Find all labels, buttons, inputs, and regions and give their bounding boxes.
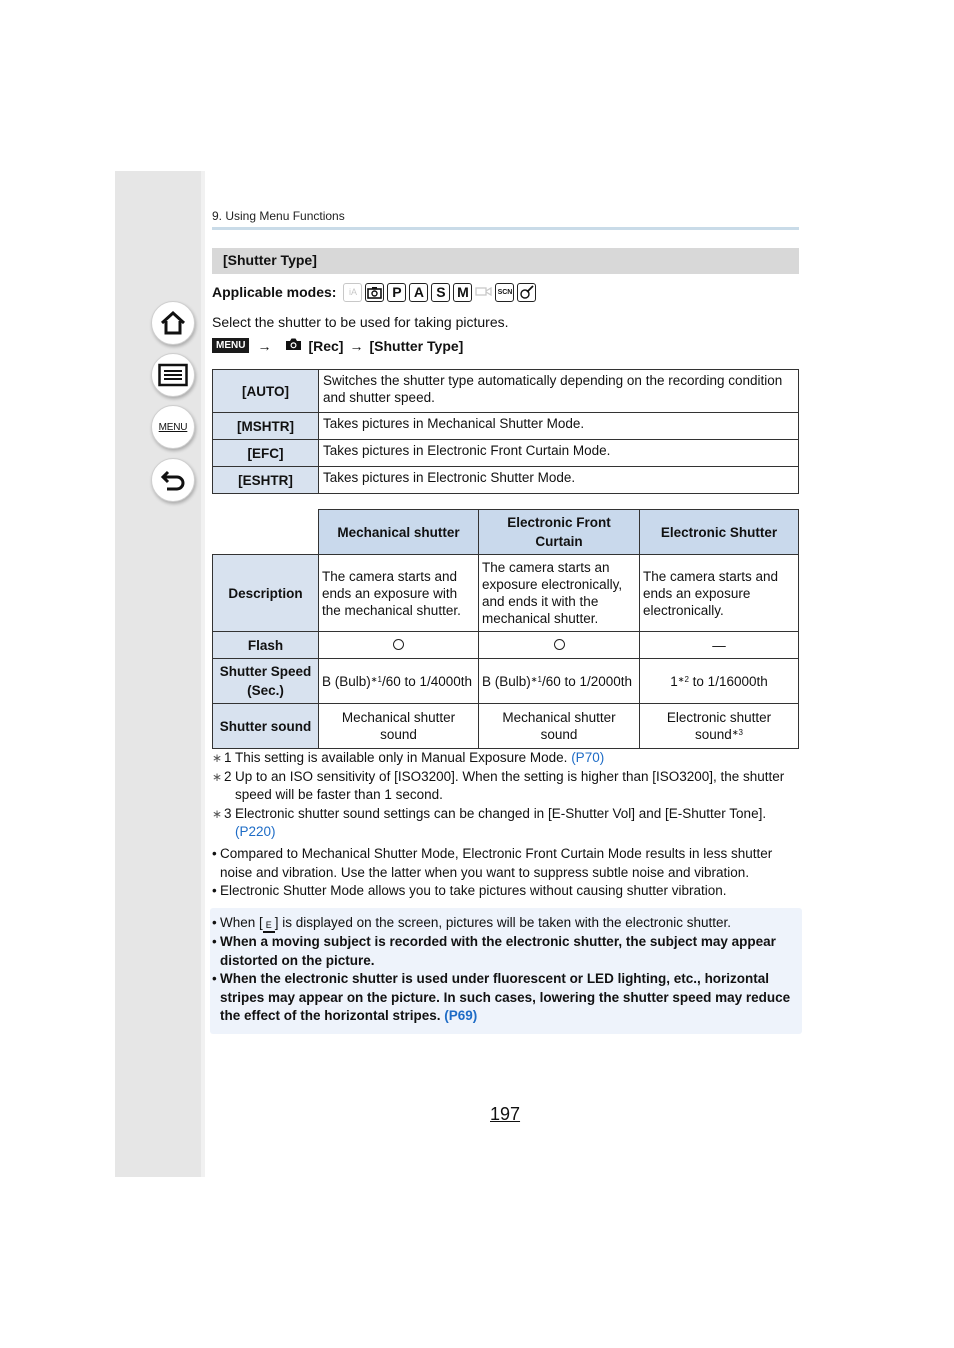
- toc-icon: [158, 363, 188, 387]
- mode-m-icon: M: [453, 283, 472, 302]
- mode-creative-icon: [365, 283, 384, 302]
- mode-scn-icon: SCN: [495, 283, 514, 302]
- link-p220[interactable]: (P220): [235, 824, 276, 839]
- mode-a-icon: A: [409, 283, 428, 302]
- modes-label: Applicable modes:: [212, 284, 337, 300]
- table-row: [213, 632, 799, 659]
- back-button[interactable]: [151, 458, 195, 502]
- list-item: • When a moving subject is recorded with the electronic shutter, the subject may appear distorted on the picture.: [212, 934, 776, 968]
- flash-available-icon: [319, 632, 479, 659]
- menu-icon: MENU: [158, 421, 188, 433]
- section-title: [Shutter Type]: [212, 248, 799, 274]
- menu-path: [212, 337, 463, 354]
- list-item: • Electronic Shutter Mode allows you to take pictures without causing shutter vibration.: [212, 883, 727, 898]
- cell-sound: Electronic shutter sound$^{∗3}$: [640, 704, 799, 749]
- link-p70[interactable]: (P70): [571, 750, 605, 765]
- footnote: ∗ 2 Up to an ISO sensitivity of [ISO3200]. When the setting is higher than [ISO3200], the shutter speed will be faster than 1 second.: [212, 768, 785, 802]
- header-mechanical: Mechanical shutter: [319, 510, 479, 555]
- table-row: [213, 467, 799, 494]
- list-item: • When the electronic shutter is used under fluorescent or LED lighting, etc., horizontal stripes may appear on the picture. In such cases, lowering the shutter speed may reduce the effect of the horizontal stripes. (P69): [212, 971, 791, 1023]
- table-row: [213, 555, 799, 632]
- running-head: 9. Using Menu Functions: [212, 209, 345, 223]
- page-number: 197: [490, 1104, 521, 1124]
- home-button[interactable]: [151, 301, 195, 345]
- sidebar-edge: [201, 171, 205, 1177]
- footnotes: [212, 749, 802, 842]
- header-electronic: Electronic Shutter: [640, 510, 799, 555]
- path-arrow: →: [257, 337, 272, 354]
- flash-unavailable: —: [640, 632, 799, 659]
- shutter-type-table: [212, 369, 799, 494]
- menu-button[interactable]: [151, 405, 195, 449]
- camera-icon: [285, 337, 302, 354]
- type-desc: Takes pictures in Electronic Shutter Mode.: [319, 467, 799, 494]
- mode-ia-icon: iA: [343, 283, 362, 302]
- table-row: [213, 704, 799, 749]
- footnote: ∗ 3 Electronic shutter sound settings can be changed in [E-Shutter Vol] and [E-Shutter Tone]. (P220): [212, 805, 767, 839]
- table-row: [213, 370, 799, 413]
- intro-text: Select the shutter to be used for taking pictures.: [212, 314, 509, 330]
- path-arrow-2: →: [349, 337, 364, 354]
- type-key: [AUTO]: [213, 370, 319, 413]
- row-label-sound: Shutter sound: [213, 704, 319, 749]
- cell-speed: B (Bulb)$^{∗1}$/60 to 1/4000th: [319, 659, 479, 704]
- link-p69[interactable]: (P69): [444, 1008, 478, 1023]
- path-rec: [Rec]: [308, 337, 344, 354]
- list-item: • When [ E ] is displayed on the screen, pictures will be taken with the electronic shutter.: [212, 914, 792, 933]
- flash-available-icon: [479, 632, 640, 659]
- back-icon: [159, 467, 187, 493]
- header-blank: [213, 510, 319, 555]
- type-desc: Takes pictures in Electronic Front Curtain Mode.: [319, 440, 799, 467]
- type-key: [MSHTR]: [213, 413, 319, 440]
- type-key: [ESHTR]: [213, 467, 319, 494]
- toc-button[interactable]: [151, 353, 195, 397]
- head-rule: [212, 227, 799, 230]
- footnote: ∗ 1 This setting is available only in Manual Exposure Mode. (P70): [212, 750, 605, 765]
- mode-s-icon: S: [431, 283, 450, 302]
- list-item: • Compared to Mechanical Shutter Mode, Electronic Front Curtain Mode results in less shutter noise and vibration. Use the latter when you want to suppress subtle noise and vibration.: [212, 846, 773, 880]
- table-row: [213, 659, 799, 704]
- header-efc: Electronic Front Curtain: [479, 510, 640, 555]
- cell-sound: Mechanical shutter sound: [319, 704, 479, 749]
- type-key: [EFC]: [213, 440, 319, 467]
- applicable-modes: [212, 281, 539, 303]
- table-header-row: [213, 510, 799, 555]
- path-item: [Shutter Type]: [369, 337, 464, 354]
- menu-badge: MENU: [212, 338, 249, 353]
- memo-box: [210, 908, 802, 1034]
- table-row: [213, 440, 799, 467]
- type-desc: Switches the shutter type automatically depending on the recording condition and shutter speed.: [319, 370, 799, 413]
- row-label-flash: Flash: [213, 632, 319, 659]
- notes-list: [212, 845, 802, 901]
- cell-speed: $1^{∗2}$ to 1/16000th: [640, 659, 799, 704]
- row-label-description: Description: [213, 555, 319, 632]
- mode-creative-control-icon: [517, 283, 536, 302]
- shutter-compare-table: [212, 509, 799, 749]
- home-icon: [159, 309, 187, 337]
- cell-description: The camera starts and ends an exposure electronically.: [640, 555, 799, 632]
- cell-speed: B (Bulb)$^{∗1}$/60 to 1/2000th: [479, 659, 640, 704]
- mode-p-icon: P: [387, 283, 406, 302]
- table-row: [213, 413, 799, 440]
- row-label-speed: Shutter Speed (Sec.): [213, 659, 319, 704]
- mode-movie-icon: [475, 285, 495, 299]
- cell-description: The camera starts and ends an exposure with the mechanical shutter.: [319, 555, 479, 632]
- cell-sound: Mechanical shutter sound: [479, 704, 640, 749]
- type-desc: Takes pictures in Mechanical Shutter Mode.: [319, 413, 799, 440]
- electronic-shutter-icon: E: [263, 920, 275, 933]
- cell-description: The camera starts an exposure electronically, and ends it with the mechanical shutter.: [479, 555, 640, 632]
